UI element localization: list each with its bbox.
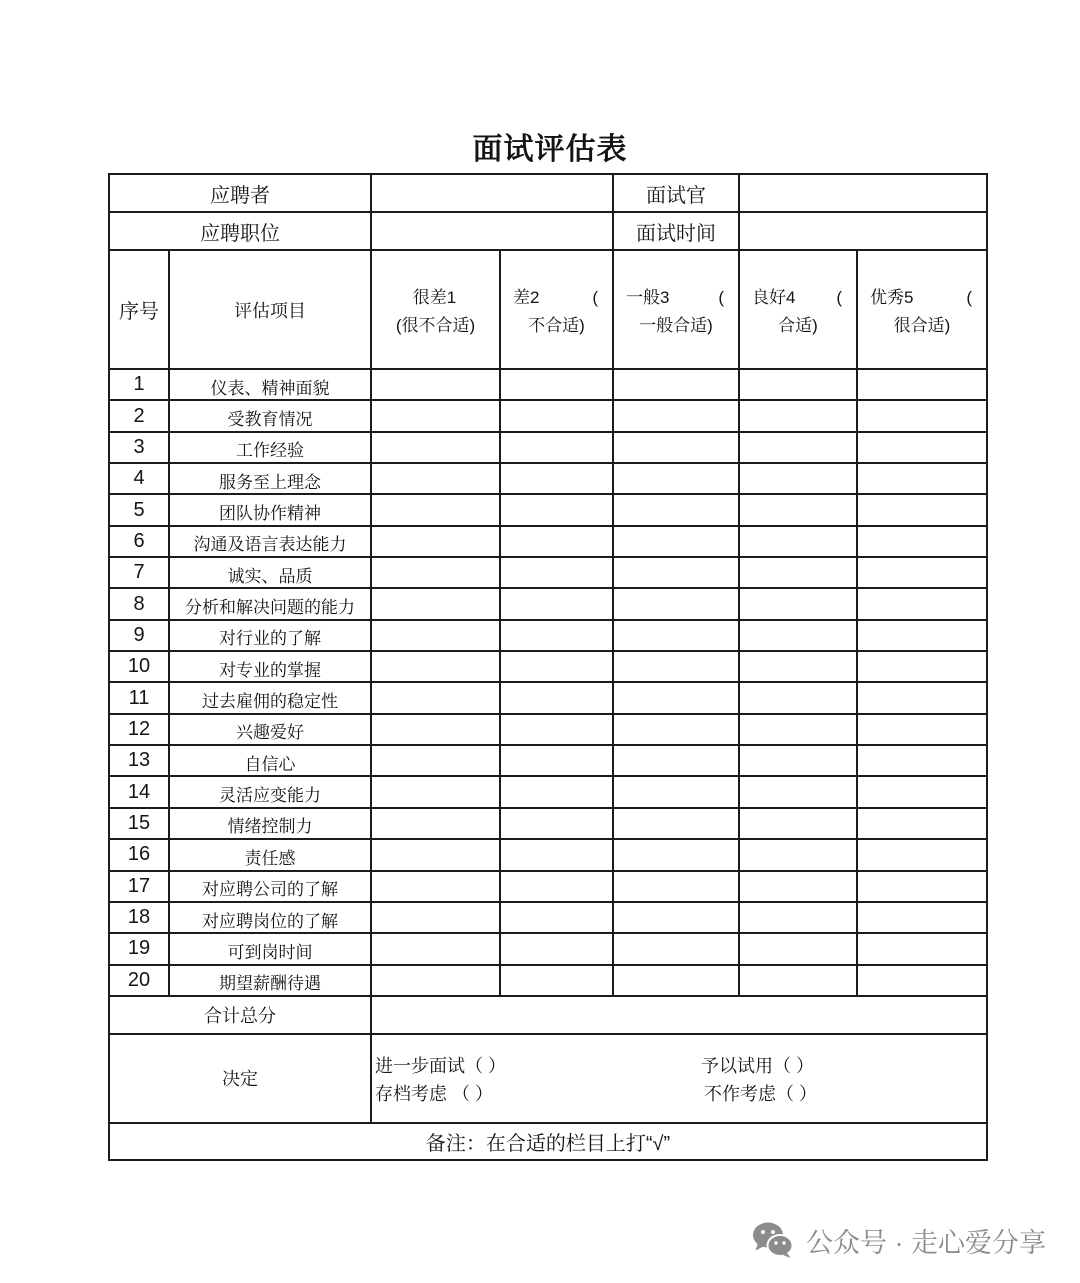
rating-header-label: 优秀5	[870, 288, 914, 307]
rating-cell-poor	[501, 809, 614, 840]
rating-cell-good	[740, 746, 858, 777]
rating-header-paren: (	[718, 288, 724, 307]
item-number: 9	[110, 621, 170, 652]
item-label: 对应聘公司的了解	[170, 872, 372, 903]
rating-header-excellent	[858, 251, 988, 370]
rating-cell-good	[740, 872, 858, 903]
rating-cell-average	[614, 558, 740, 589]
decision-option-archive: 存档考虑 （ ）	[375, 1083, 494, 1104]
rating-cell-poor	[501, 777, 614, 808]
rating-cell-average	[614, 370, 740, 401]
applicant-value-cell	[372, 175, 614, 213]
rating-cell-excellent	[858, 809, 988, 840]
item-label: 兴趣爱好	[170, 715, 372, 746]
rating-header-sub: 合适)	[778, 316, 818, 335]
rating-cell-poor	[501, 370, 614, 401]
rating-cell-excellent	[858, 433, 988, 464]
item-label: 分析和解决问题的能力	[170, 589, 372, 620]
item-label: 团队协作精神	[170, 495, 372, 526]
rating-cell-very-poor	[372, 872, 501, 903]
interview-time-value-cell	[740, 213, 988, 251]
item-label: 对行业的了解	[170, 621, 372, 652]
rating-header-sub: 一般合适)	[639, 316, 713, 335]
decision-option-reject: 不作考虑（ ）	[704, 1083, 818, 1104]
header-evaluation-item: 评估项目	[170, 251, 372, 370]
rating-cell-average	[614, 777, 740, 808]
interview-time-label: 面试时间	[614, 213, 740, 251]
rating-cell-excellent	[858, 527, 988, 558]
item-number: 4	[110, 464, 170, 495]
decision-option-trial: 予以试用（ ）	[701, 1055, 815, 1076]
rating-cell-excellent	[858, 652, 988, 683]
item-label: 对专业的掌握	[170, 652, 372, 683]
rating-cell-excellent	[858, 966, 988, 997]
rating-cell-good	[740, 370, 858, 401]
item-label: 灵活应变能力	[170, 777, 372, 808]
watermark-text: 公众号 · 走心爱分享	[806, 1227, 1046, 1258]
rating-cell-average	[614, 715, 740, 746]
rating-cell-excellent	[858, 464, 988, 495]
item-number: 20	[110, 966, 170, 997]
rating-header-line	[501, 284, 612, 312]
rating-header-line	[858, 284, 986, 312]
item-label: 仪表、精神面貌	[170, 370, 372, 401]
item-label: 情绪控制力	[170, 809, 372, 840]
rating-cell-average	[614, 589, 740, 620]
rating-cell-very-poor	[372, 652, 501, 683]
rating-header-paren: (	[966, 288, 972, 307]
item-number: 14	[110, 777, 170, 808]
watermark	[752, 1219, 1046, 1261]
rating-cell-very-poor	[372, 433, 501, 464]
item-label: 沟通及语言表达能力	[170, 527, 372, 558]
rating-cell-excellent	[858, 683, 988, 714]
item-number: 19	[110, 934, 170, 965]
item-number: 13	[110, 746, 170, 777]
rating-cell-very-poor	[372, 966, 501, 997]
rating-cell-good	[740, 621, 858, 652]
rating-cell-poor	[501, 903, 614, 934]
rating-cell-average	[614, 966, 740, 997]
rating-cell-average	[614, 621, 740, 652]
rating-cell-very-poor	[372, 809, 501, 840]
rating-header-sub: 很合适)	[893, 316, 951, 335]
rating-cell-excellent	[858, 840, 988, 871]
item-number: 17	[110, 872, 170, 903]
item-label: 可到岗时间	[170, 934, 372, 965]
item-number: 12	[110, 715, 170, 746]
rating-cell-very-poor	[372, 558, 501, 589]
rating-cell-average	[614, 840, 740, 871]
rating-cell-poor	[501, 589, 614, 620]
rating-cell-good	[740, 809, 858, 840]
rating-header-paren: (	[592, 288, 598, 307]
rating-cell-excellent	[858, 370, 988, 401]
evaluation-form	[108, 173, 988, 1161]
rating-cell-average	[614, 495, 740, 526]
rating-cell-good	[740, 589, 858, 620]
page-title: 面试评估表	[472, 133, 628, 166]
item-label: 诚实、品质	[170, 558, 372, 589]
rating-cell-very-poor	[372, 370, 501, 401]
rating-cell-excellent	[858, 903, 988, 934]
rating-cell-excellent	[858, 777, 988, 808]
rating-cell-good	[740, 966, 858, 997]
item-number: 6	[110, 527, 170, 558]
rating-cell-good	[740, 715, 858, 746]
rating-cell-very-poor	[372, 621, 501, 652]
position-value-cell	[372, 213, 614, 251]
item-label: 自信心	[170, 746, 372, 777]
wechat-icon	[752, 1221, 794, 1259]
rating-cell-average	[614, 746, 740, 777]
rating-cell-poor	[501, 934, 614, 965]
rating-cell-good	[740, 840, 858, 871]
rating-cell-poor	[501, 872, 614, 903]
applicant-label: 应聘者	[110, 175, 372, 213]
rating-cell-good	[740, 934, 858, 965]
rating-header-sub: (很不合适)	[395, 316, 476, 335]
rating-cell-good	[740, 903, 858, 934]
rating-cell-poor	[501, 683, 614, 714]
item-label: 责任感	[170, 840, 372, 871]
item-number: 11	[110, 683, 170, 714]
rating-cell-excellent	[858, 934, 988, 965]
rating-cell-poor	[501, 966, 614, 997]
item-number: 7	[110, 558, 170, 589]
item-number: 15	[110, 809, 170, 840]
item-number: 16	[110, 840, 170, 871]
rating-cell-average	[614, 683, 740, 714]
rating-header-very-poor	[372, 251, 501, 370]
item-number: 1	[110, 370, 170, 401]
rating-cell-very-poor	[372, 840, 501, 871]
rating-cell-excellent	[858, 495, 988, 526]
rating-cell-excellent	[858, 746, 988, 777]
rating-cell-average	[614, 464, 740, 495]
item-number: 2	[110, 401, 170, 432]
total-score-cell	[372, 997, 988, 1035]
rating-cell-very-poor	[372, 777, 501, 808]
rating-cell-excellent	[858, 589, 988, 620]
rating-cell-good	[740, 558, 858, 589]
rating-cell-average	[614, 872, 740, 903]
rating-cell-poor	[501, 652, 614, 683]
rating-cell-very-poor	[372, 495, 501, 526]
item-label: 过去雇佣的稳定性	[170, 683, 372, 714]
rating-cell-poor	[501, 621, 614, 652]
rating-cell-average	[614, 433, 740, 464]
position-label: 应聘职位	[110, 213, 372, 251]
rating-cell-poor	[501, 464, 614, 495]
rating-cell-average	[614, 934, 740, 965]
rating-header-label: 一般3	[626, 288, 670, 307]
item-label: 受教育情况	[170, 401, 372, 432]
rating-cell-very-poor	[372, 715, 501, 746]
item-number: 10	[110, 652, 170, 683]
rating-cell-average	[614, 809, 740, 840]
rating-cell-average	[614, 903, 740, 934]
rating-cell-excellent	[858, 558, 988, 589]
item-number: 8	[110, 589, 170, 620]
item-number: 3	[110, 433, 170, 464]
rating-cell-excellent	[858, 715, 988, 746]
note: 备注：在合适的栏目上打“√”	[110, 1124, 988, 1161]
decision-option-further-interview: 进一步面试（ ）	[375, 1055, 507, 1076]
rating-cell-average	[614, 652, 740, 683]
decision-label: 决定	[110, 1035, 372, 1124]
rating-cell-very-poor	[372, 464, 501, 495]
rating-cell-poor	[501, 527, 614, 558]
rating-header-paren: (	[836, 288, 842, 307]
rating-cell-very-poor	[372, 746, 501, 777]
rating-cell-poor	[501, 715, 614, 746]
rating-cell-good	[740, 683, 858, 714]
rating-cell-good	[740, 652, 858, 683]
rating-cell-good	[740, 495, 858, 526]
rating-cell-excellent	[858, 872, 988, 903]
rating-header-line	[614, 284, 738, 312]
rating-cell-very-poor	[372, 934, 501, 965]
item-label: 对应聘岗位的了解	[170, 903, 372, 934]
rating-cell-very-poor	[372, 527, 501, 558]
rating-cell-poor	[501, 433, 614, 464]
rating-cell-very-poor	[372, 589, 501, 620]
rating-header-label: 差2	[513, 288, 540, 307]
rating-cell-good	[740, 433, 858, 464]
rating-cell-good	[740, 464, 858, 495]
item-label: 工作经验	[170, 433, 372, 464]
rating-cell-very-poor	[372, 903, 501, 934]
item-number: 18	[110, 903, 170, 934]
rating-cell-good	[740, 777, 858, 808]
rating-cell-excellent	[858, 621, 988, 652]
rating-cell-excellent	[858, 401, 988, 432]
rating-cell-very-poor	[372, 683, 501, 714]
rating-cell-poor	[501, 495, 614, 526]
rating-header-line	[740, 284, 856, 312]
interviewer-label: 面试官	[614, 175, 740, 213]
rating-header-poor	[501, 251, 614, 370]
rating-cell-poor	[501, 401, 614, 432]
rating-cell-poor	[501, 558, 614, 589]
item-number: 5	[110, 495, 170, 526]
decision-options	[372, 1035, 988, 1124]
rating-header-label: 良好4	[752, 288, 796, 307]
rating-cell-poor	[501, 840, 614, 871]
rating-cell-average	[614, 401, 740, 432]
rating-cell-poor	[501, 746, 614, 777]
rating-cell-good	[740, 401, 858, 432]
rating-header-average	[614, 251, 740, 370]
interviewer-value-cell	[740, 175, 988, 213]
rating-header-line	[372, 284, 499, 312]
header-number: 序号	[110, 251, 170, 370]
item-label: 期望薪酬待遇	[170, 966, 372, 997]
rating-header-good	[740, 251, 858, 370]
rating-cell-average	[614, 527, 740, 558]
item-label: 服务至上理念	[170, 464, 372, 495]
rating-header-label: 很差1	[412, 288, 457, 307]
rating-header-sub: 不合适)	[528, 316, 585, 335]
total-score-label: 合计总分	[110, 997, 372, 1035]
rating-cell-good	[740, 527, 858, 558]
rating-cell-very-poor	[372, 401, 501, 432]
